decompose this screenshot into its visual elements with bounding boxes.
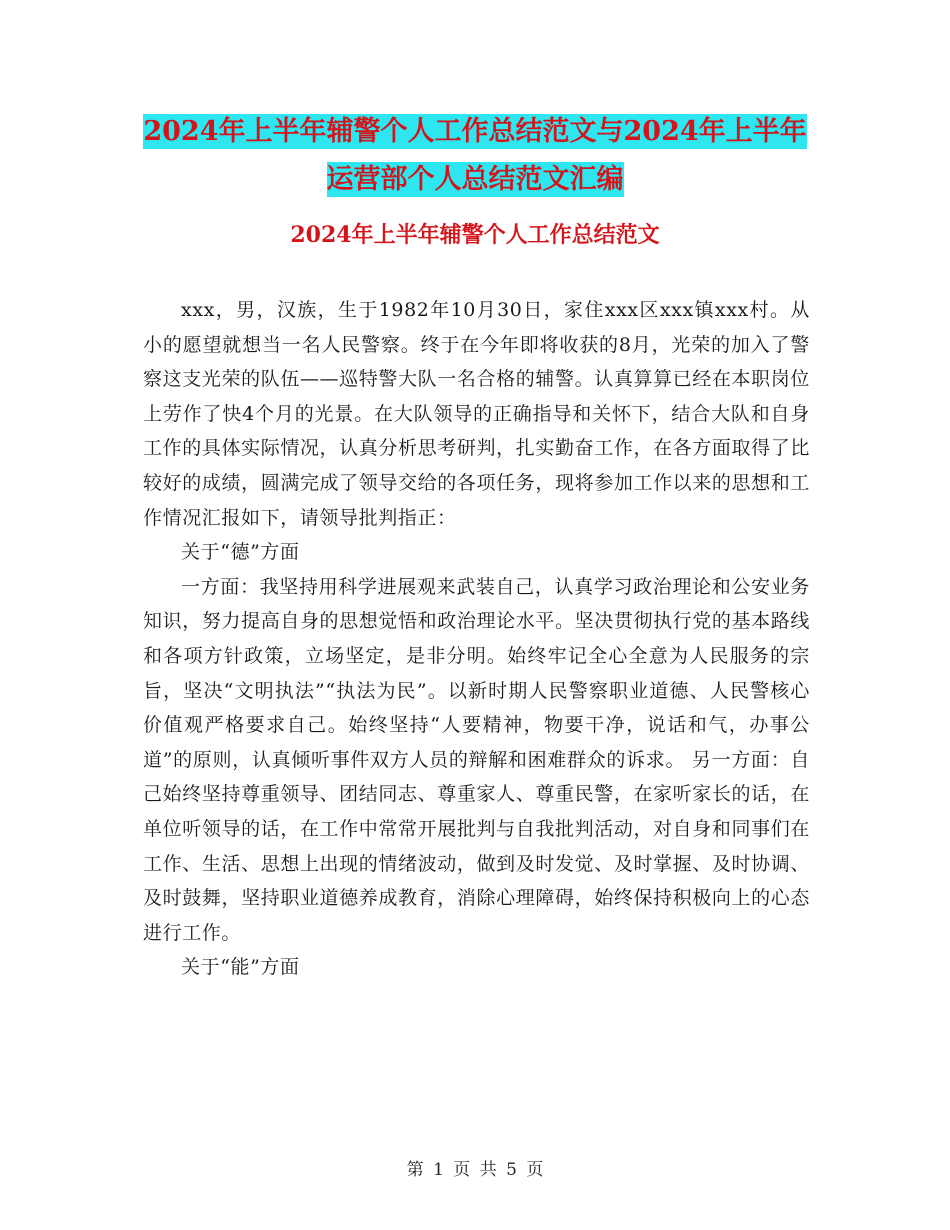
- main-title-line2: 运营部个人总结范文汇编: [326, 164, 624, 195]
- paragraph-de-content: 一方面：我坚持用科学进展观来武装自己，认真学习政治理论和公安业务知识，努力提高自身的思想觉悟和政治理论水平。坚决贯彻执行党的基本路线和各项方针政策，立场坚定，是非分明。始终牢记全心全意为人民服务的宗旨，坚决“文明执法”“执法为民”。以新时期人民警察职业道德、人民警核心价值观严格要求自己。始终坚持“人要精神，物要干净，说话和气，办事公道”的原则，认真倾听事件双方人员的辩解和困难群众的诉求。 另一方面：自己始终坚持尊重领导、团结同志、尊重家人、尊重民警，在家听家长的话，在单位听领导的话，在工作中常常开展批判与自我批判活动，对自身和同事们在工作、生活、思想上出现的情绪波动，做到及时发觉、及时掌握、及时协调、及时鼓舞，坚持职业道德养成教育，消除心理障碍，始终保持积极向上的心态进行工作。: [143, 575, 810, 944]
- main-title: [140, 108, 810, 204]
- page-footer: 第 1 页 共 5 页: [406, 1160, 544, 1180]
- paragraph-intro: xxx，男，汉族，生于1982年10月30日，家住xxx区xxx镇xxx村。从小的愿望就想当一名人民警察。终于在今年即将收获的8月，光荣的加入了警察这支光荣的队伍——巡特警大队一名合格的辅警。认真算算已经在本职岗位上劳作了快4个月的光景。在大队领导的正确指导和关怀下，结合大队和自身工作的具体实际情况，认真分析思考研判，扎实勤奋工作，在各方面取得了比较好的成绩，圆满完成了领导交给的各项任务，现将参加工作以来的思想和工作情况汇报如下，请领导批判指正：: [143, 299, 810, 529]
- body-text: [143, 293, 810, 985]
- paragraph-heading-neng: 关于“能”方面: [181, 956, 300, 979]
- section-title: 2024年上半年辅警个人工作总结范文: [290, 222, 660, 248]
- paragraph-heading-de: 关于“德”方面: [181, 541, 300, 564]
- main-title-line1: 2024年上半年辅警个人工作总结范文与2024年上半年: [143, 116, 807, 147]
